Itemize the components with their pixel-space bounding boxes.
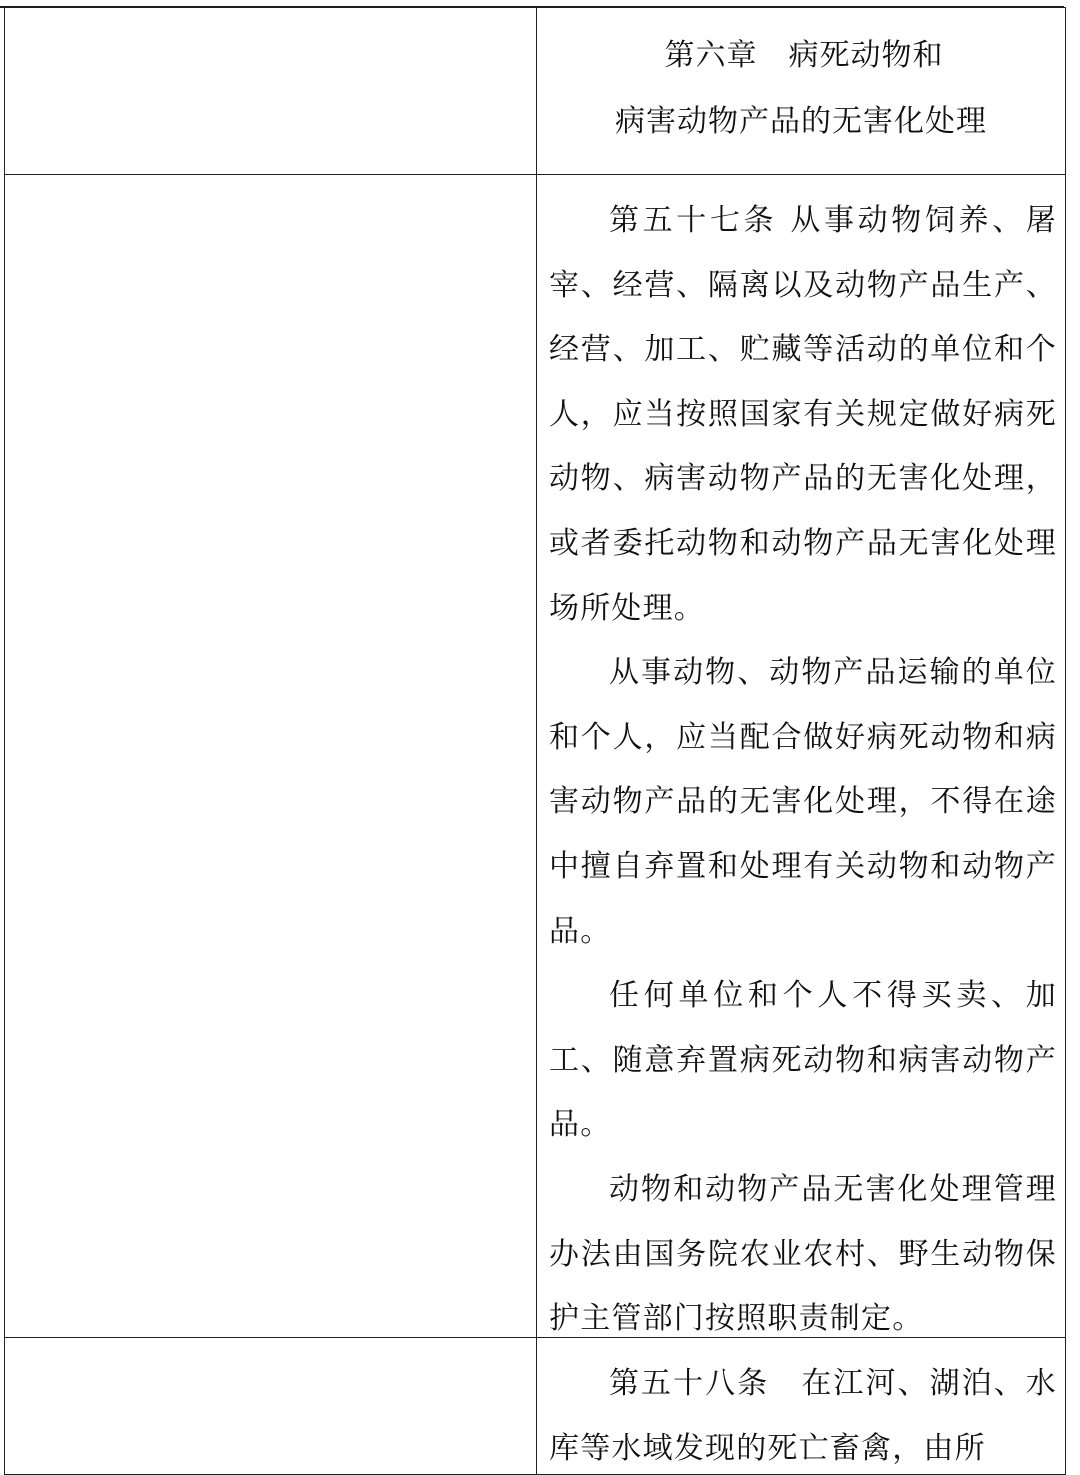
left-column-cell-empty xyxy=(5,1338,537,1475)
article-57-paragraph: 从事动物、动物产品运输的单位和个人，应当配合做好病死动物和病害动物产品的无害化处理，不得在途中擅自弃置和处理有关动物和动物产品。 xyxy=(549,655,1057,949)
chapter-heading-cell xyxy=(537,8,1066,175)
article-57-text xyxy=(537,175,1065,1337)
left-column-cell-empty xyxy=(5,175,537,1338)
table-row-article-58 xyxy=(5,1338,1066,1475)
chapter-heading xyxy=(537,8,1065,174)
article-58-paragraph: 第五十八条 在江河、湖泊、水库等水域发现的死亡畜禽，由所 xyxy=(549,1366,1057,1466)
left-column-cell-empty xyxy=(5,8,537,175)
article-58-cell xyxy=(537,1338,1066,1475)
chapter-title-line1: 第六章 病死动物和 xyxy=(664,38,944,73)
article-57-paragraph: 任何单位和个人不得买卖、加工、随意弃置病死动物和病害动物产品。 xyxy=(549,978,1057,1143)
table-row-chapter-heading xyxy=(5,8,1066,175)
table-row-article-57 xyxy=(5,175,1066,1338)
article-57-cell xyxy=(537,175,1066,1338)
chapter-title-line2: 病害动物产品的无害化处理 xyxy=(615,104,987,139)
article-57-paragraph: 第五十七条 从事动物饲养、屠宰、经营、隔离以及动物产品生产、经营、加工、贮藏等活动的单位和个人，应当按照国家有关规定做好病死动物、病害动物产品的无害化处理，或者委托动物和动物产品无害化处理场所处理。 xyxy=(549,203,1057,626)
article-57-paragraph: 动物和动物产品无害化处理管理办法由国务院农业农村、野生动物保护主管部门按照职责制定。 xyxy=(549,1171,1057,1337)
article-58-text xyxy=(537,1338,1065,1474)
comparison-table xyxy=(4,7,1066,1475)
